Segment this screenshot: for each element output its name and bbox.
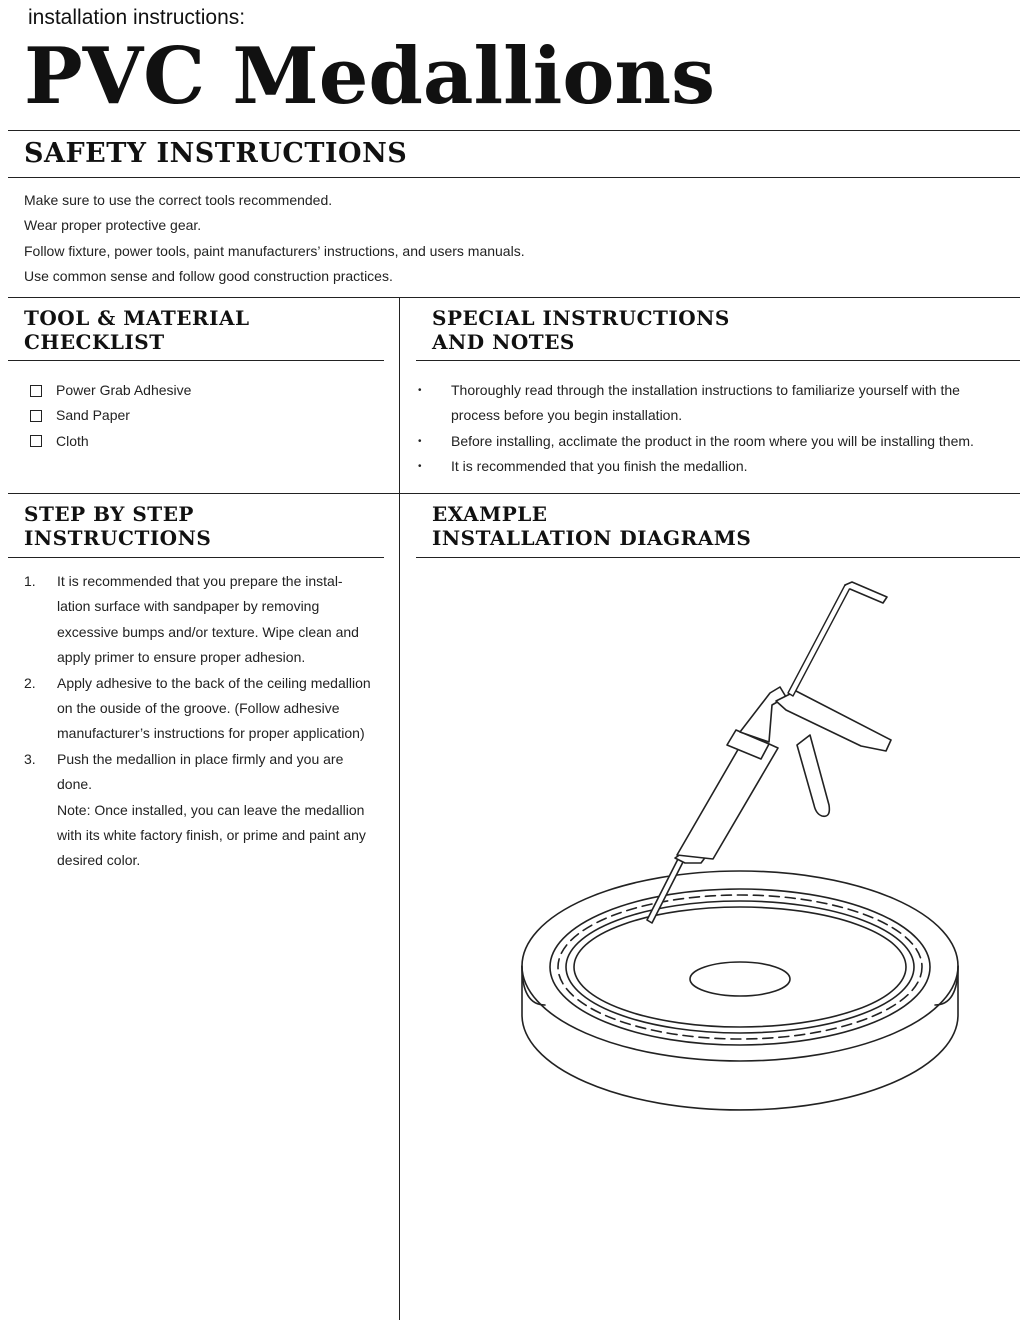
document-title: PVC Medallions (24, 31, 715, 122)
checklist-item (30, 378, 191, 403)
checklist-item-label: Power Grab Adhesive (56, 382, 192, 398)
checklist-item (30, 403, 191, 428)
step-text: Push the medallion in place firmly and you are done. (57, 750, 344, 793)
safety-item: Make sure to use the correct tools recommended. (24, 192, 333, 208)
document-subtitle: installation instructions: (28, 6, 246, 29)
diagrams-heading-line1: EXAMPLE (432, 502, 548, 526)
safety-item: Wear proper protective gear. (24, 217, 202, 234)
divider-notes (416, 360, 1020, 361)
checklist-item (30, 429, 191, 454)
step-text: Apply adhesive to the back of the ceiling medallion on the ouside of the groove. (Follow adhesive manufacturer’s instructions for proper application) (57, 674, 371, 742)
checklist (30, 378, 191, 454)
divider-safety (8, 177, 1020, 178)
caulk-gun-medallion-illustration (500, 575, 980, 1120)
checklist-heading-line2: CHECKLIST (24, 330, 165, 354)
steps-heading-line1: STEP BY STEP (24, 502, 194, 526)
safety-list (24, 188, 525, 290)
divider-mid (8, 297, 1020, 298)
note-item (418, 454, 998, 479)
bullet-icon: • (418, 461, 422, 473)
checklist-heading (24, 306, 250, 354)
medallion-icon (522, 871, 958, 1110)
step-number: 2. (24, 674, 36, 691)
column-divider (399, 297, 400, 1320)
divider-checklist (8, 360, 384, 361)
divider-top (8, 130, 1020, 131)
safety-heading: SAFETY INSTRUCTIONS (24, 138, 408, 169)
notes-heading-line1: SPECIAL INSTRUCTIONS (432, 306, 730, 330)
note-text: It is recommended that you finish the medallion. (451, 458, 748, 475)
checklist-item-label: Sand Paper (56, 407, 130, 424)
bullet-icon: • (418, 385, 422, 396)
divider-diagrams (416, 557, 1020, 558)
checkbox-icon (30, 410, 42, 422)
step-note (24, 798, 374, 874)
step-item (24, 569, 374, 671)
step-number: 1. (24, 573, 36, 589)
checklist-heading-line1: TOOL & MATERIAL (24, 306, 250, 330)
diagrams-heading-line2: INSTALLATION DIAGRAMS (432, 526, 752, 550)
safety-item: Use common sense and follow good construction practices. (24, 268, 393, 285)
diagrams-heading (432, 502, 751, 550)
notes-heading (432, 306, 730, 354)
notes-list (418, 378, 998, 480)
checklist-item-label: Cloth (56, 432, 89, 449)
steps-heading (24, 502, 211, 550)
bullet-icon: • (418, 435, 422, 447)
safety-item: Follow fixture, power tools, paint manufacturers’ instructions, and users manuals. (24, 242, 525, 259)
step-item (24, 747, 374, 798)
steps-heading-line2: INSTRUCTIONS (24, 526, 212, 550)
notes-heading-line2: AND NOTES (432, 330, 575, 354)
step-note-text: Note: Once installed, you can leave the medallion with its white factory finish, or prime and paint any desired color. (57, 801, 366, 869)
step-text: It is recommended that you prepare the instal-lation surface with sandpaper by removing excessive bumps and/or texture. Wipe clean and apply primer to ensure proper adhesion. (57, 573, 359, 666)
divider-lower (8, 493, 1020, 494)
note-text: Before installing, acclimate the product in the room where you will be installing them. (451, 432, 974, 449)
checkbox-icon (30, 435, 42, 447)
note-item (418, 378, 998, 429)
divider-steps (8, 557, 384, 558)
step-number: 3. (24, 750, 36, 767)
steps-list (24, 569, 374, 874)
note-item (418, 429, 998, 454)
step-item (24, 671, 374, 747)
note-text: Thoroughly read through the installation instructions to familiarize yourself with the process before you begin installation. (451, 382, 960, 424)
checkbox-icon (30, 385, 42, 397)
